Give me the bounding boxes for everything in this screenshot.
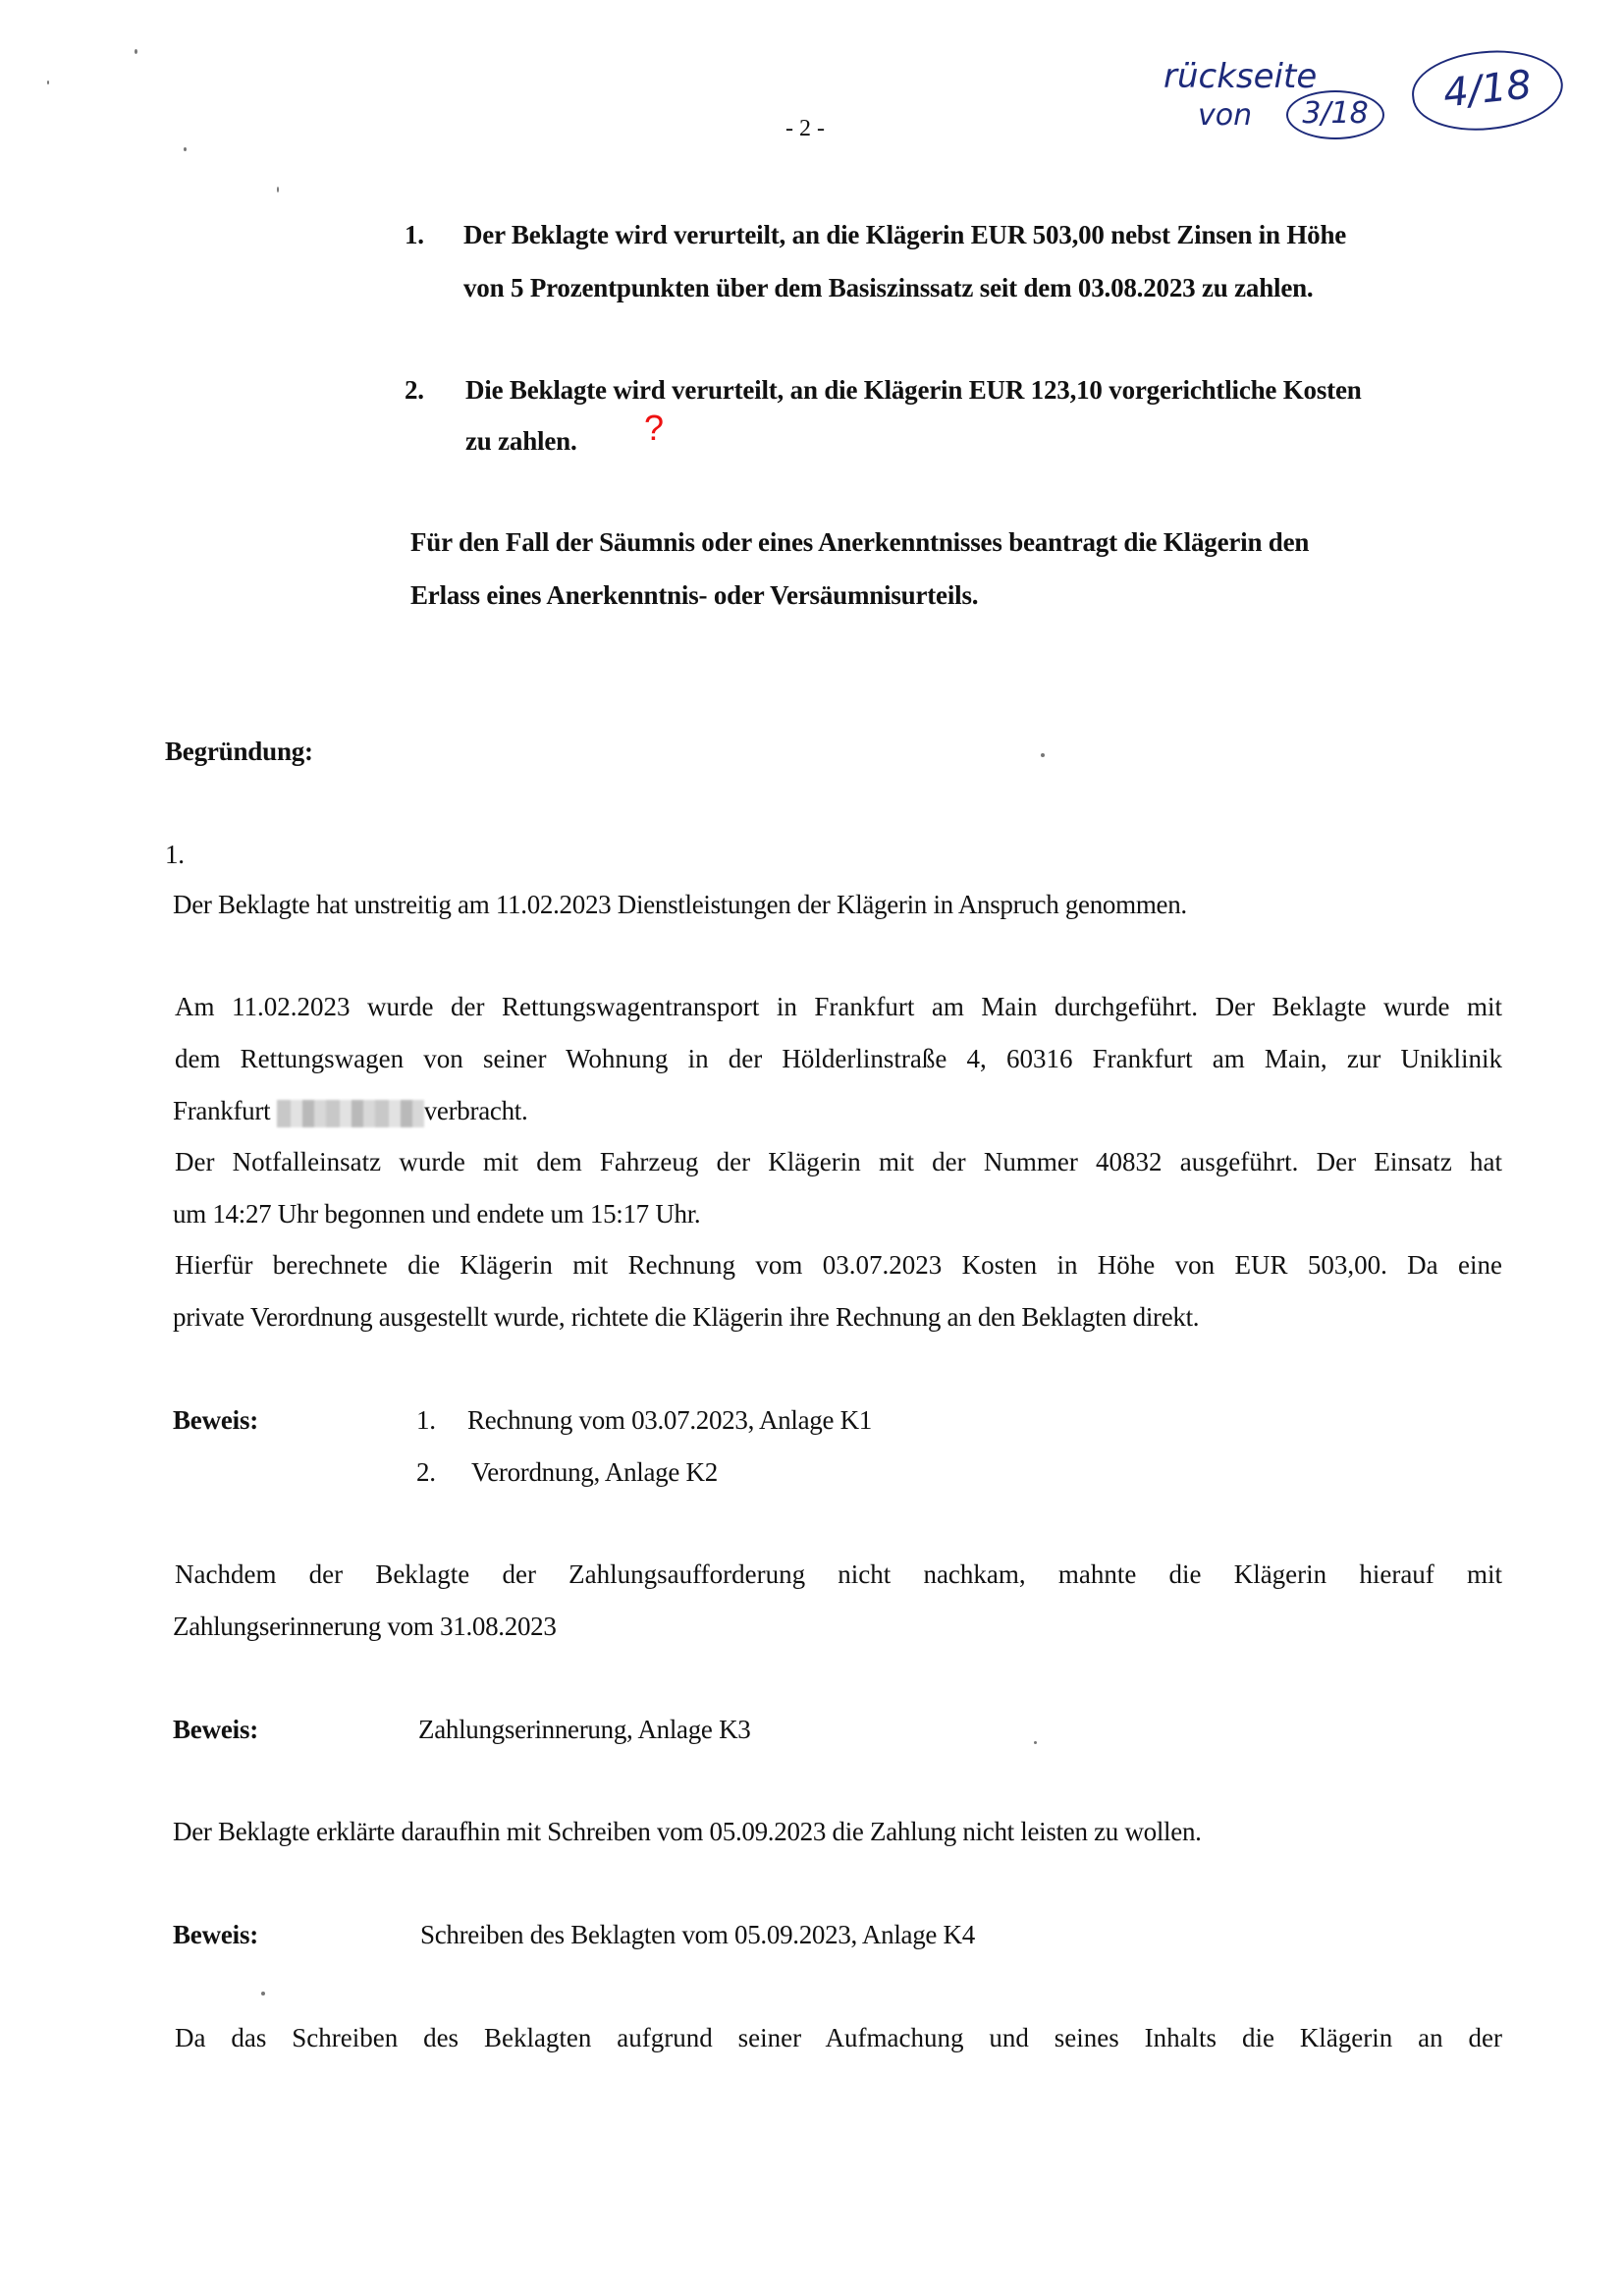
evidence-2-text: Zahlungserinnerung, Anlage K3 — [418, 1715, 751, 1744]
claim-2-line-2: zu zahlen. — [465, 426, 577, 456]
evidence-2-label: Beweis: — [173, 1715, 259, 1744]
paragraph-1: Der Beklagte hat unstreitig am 11.02.2023 Dienstleistungen der Klägerin in Anspruch genommen. — [173, 890, 1187, 919]
default-judgment-line-2: Erlass eines Anerkenntnis- oder Versäumnisurteils. — [410, 580, 979, 610]
section-number: 1. — [165, 840, 185, 869]
default-judgment-line-1: Für den Fall der Säumnis oder eines Anerkenntnisses beantragt die Klägerin den — [410, 527, 1310, 557]
scan-speck — [184, 147, 187, 151]
page-number: - 2 - — [785, 116, 825, 141]
paragraph-2-line-3 — [173, 1096, 527, 1127]
handwritten-circled-ref: 3/18 — [1286, 90, 1384, 139]
claim-1-line-2: von 5 Prozentpunkten über dem Basiszinssatz seit dem 03.08.2023 zu zahlen. — [463, 273, 1314, 302]
paragraph-5-line-1: Nachdem der Beklagte der Zahlungsaufforderung nicht nachkam, mahnte die Klägerin hierauf mit — [175, 1559, 1502, 1589]
claim-2-line-1: Die Beklagte wird verurteilt, an die Klägerin EUR 123,10 vorgerichtliche Kosten — [465, 375, 1362, 405]
paragraph-5-line-2: Zahlungserinnerung vom 31.08.2023 — [173, 1612, 557, 1641]
evidence-3-text: Schreiben des Beklagten vom 05.09.2023, Anlage K4 — [420, 1920, 975, 1949]
scan-speck — [47, 81, 49, 84]
evidence-1-item-2-text: Verordnung, Anlage K2 — [471, 1457, 718, 1487]
scan-speck — [1041, 753, 1045, 757]
scan-speck — [261, 1992, 265, 1995]
evidence-1-label: Beweis: — [173, 1405, 259, 1435]
evidence-3-label: Beweis: — [173, 1920, 259, 1949]
paragraph-2-line-2: dem Rettungswagen von seiner Wohnung in der Hölderlinstraße 4, 60316 Frankfurt am Main, zur Uniklinik — [175, 1044, 1502, 1073]
paragraph-4-line-1: Hierfür berechnete die Klägerin mit Rechnung vom 03.07.2023 Kosten in Höhe von EUR 503,00. Da eine — [175, 1250, 1502, 1280]
claim-1-line-1: Der Beklagte wird verurteilt, an die Klägerin EUR 503,00 nebst Zinsen in Höhe — [463, 220, 1347, 249]
evidence-1-item-2-number: 2. — [416, 1457, 436, 1487]
paragraph-6: Der Beklagte erklärte daraufhin mit Schreiben vom 05.09.2023 die Zahlung nicht leisten zu wollen. — [173, 1817, 1202, 1846]
red-question-annotation: ? — [644, 408, 665, 448]
redacted-block — [277, 1100, 424, 1127]
paragraph-3-line-2: um 14:27 Uhr begonnen und endete um 15:17 Uhr. — [173, 1199, 701, 1229]
scan-speck — [1034, 1741, 1037, 1744]
handwritten-note-von: von — [1198, 98, 1253, 133]
paragraph-2-line-3-end: verbracht. — [423, 1096, 528, 1125]
evidence-1-item-1-text: Rechnung vom 03.07.2023, Anlage K1 — [467, 1405, 873, 1435]
scan-speck — [277, 187, 279, 192]
handwritten-note-rueckseite: rückseite — [1163, 57, 1318, 96]
paragraph-2-line-1: Am 11.02.2023 wurde der Rettungswagentransport in Frankfurt am Main durchgeführt. Der Beklagte wurde mit — [175, 992, 1502, 1021]
evidence-1-item-1-number: 1. — [416, 1405, 436, 1435]
paragraph-2-line-3-start: Frankfurt — [173, 1096, 271, 1125]
paragraph-4-line-2: private Verordnung ausgestellt wurde, richtete die Klägerin ihre Rechnung an den Beklagten direkt. — [173, 1302, 1200, 1332]
claim-2-number: 2. — [405, 375, 424, 405]
reasoning-heading: Begründung: — [165, 737, 313, 766]
scan-speck — [135, 49, 137, 54]
handwritten-circled-page: 4/18 — [1408, 43, 1567, 137]
paragraph-7-line-1: Da das Schreiben des Beklagten aufgrund seiner Aufmachung und seines Inhalts die Klägerin an der — [175, 2023, 1502, 2052]
paragraph-3-line-1: Der Notfalleinsatz wurde mit dem Fahrzeug der Klägerin mit der Nummer 40832 ausgeführt. Der Einsatz hat — [175, 1147, 1502, 1176]
claim-1-number: 1. — [405, 220, 424, 249]
